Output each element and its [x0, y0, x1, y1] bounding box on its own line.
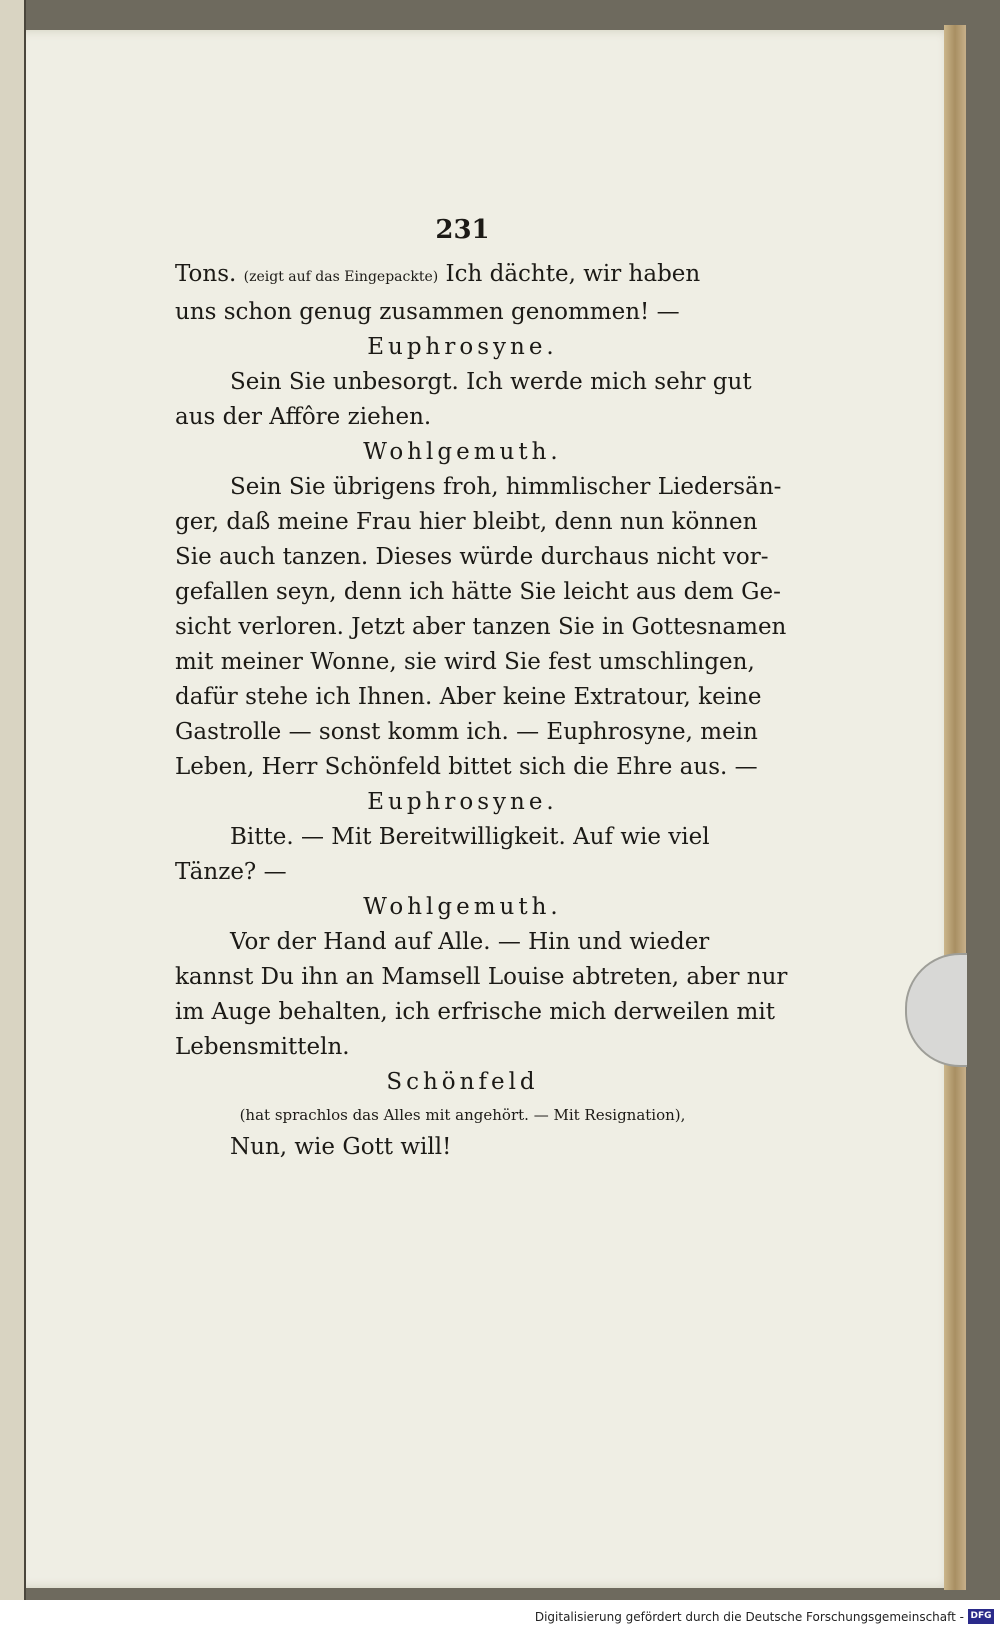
speaker-heading: Euphrosyne.: [367, 334, 558, 360]
text-line: uns schon genug zusammen genommen! —: [175, 299, 680, 325]
text-line: [175, 257, 750, 295]
text-line: aus der Affôre ziehen.: [175, 404, 432, 430]
speaker-heading: Wohlgemuth.: [363, 894, 562, 920]
text-line: Tänze? —: [175, 859, 287, 885]
text-line: Sein Sie übrigens froh, himmlischer Liedersän-: [230, 474, 782, 500]
page-content: [175, 215, 788, 1165]
speaker-heading: Wohlgemuth.: [363, 439, 562, 465]
text-line: sicht verloren. Jetzt aber tanzen Sie in Gottesnamen: [175, 614, 787, 640]
text-line: im Auge behalten, ich erfrische mich derweilen mit: [175, 999, 775, 1025]
line-text: Ich dächte, wir haben: [445, 261, 701, 287]
text-line: kannst Du ihn an Mamsell Louise abtreten, aber nur: [175, 964, 788, 990]
footer-credit: Digitalisierung gefördert durch die Deutsche Forschungsgemeinschaft -: [534, 1610, 964, 1624]
text-line: Lebensmitteln.: [175, 1034, 350, 1060]
text-line: Nun, wie Gott will!: [230, 1134, 452, 1160]
text-line: dafür stehe ich Ihnen. Aber keine Extratour, keine: [175, 684, 762, 710]
footer-bar: [0, 1600, 1000, 1634]
text-line: Leben, Herr Schönfeld bittet sich die Ehre aus. —: [175, 754, 758, 780]
text-line: mit meiner Wonne, sie wird Sie fest umschlingen,: [175, 649, 755, 675]
page-number: 231: [435, 215, 490, 245]
speaker-heading: Euphrosyne.: [367, 789, 558, 815]
left-page-edge: [0, 0, 26, 1600]
text-line: ger, daß meine Frau hier bleibt, denn nun können: [175, 509, 758, 535]
text-line: Sie auch tanzen. Dieses würde durchaus nicht vor-: [175, 544, 769, 570]
speaker-heading: Schönfeld: [386, 1069, 539, 1095]
text-line: Sein Sie unbesorgt. Ich werde mich sehr gut: [230, 369, 752, 395]
dfg-logo: DFG: [968, 1609, 994, 1624]
text-line: Vor der Hand auf Alle. — Hin und wieder: [230, 929, 710, 955]
text-line: Bitte. — Mit Bereitwilligkeit. Auf wie viel: [230, 824, 710, 850]
stage-direction: (zeigt auf das Eingepackte): [243, 269, 439, 285]
stage-direction: (hat sprachlos das Alles mit angehört. — Mit Resignation),: [239, 1106, 686, 1124]
speaker-name: Tons.: [175, 261, 237, 287]
text-line: Gastrolle — sonst komm ich. — Euphrosyne, mein: [175, 719, 758, 745]
page-stack-edge: [944, 25, 966, 1590]
text-line: gefallen seyn, denn ich hätte Sie leicht aus dem Ge-: [175, 579, 781, 605]
